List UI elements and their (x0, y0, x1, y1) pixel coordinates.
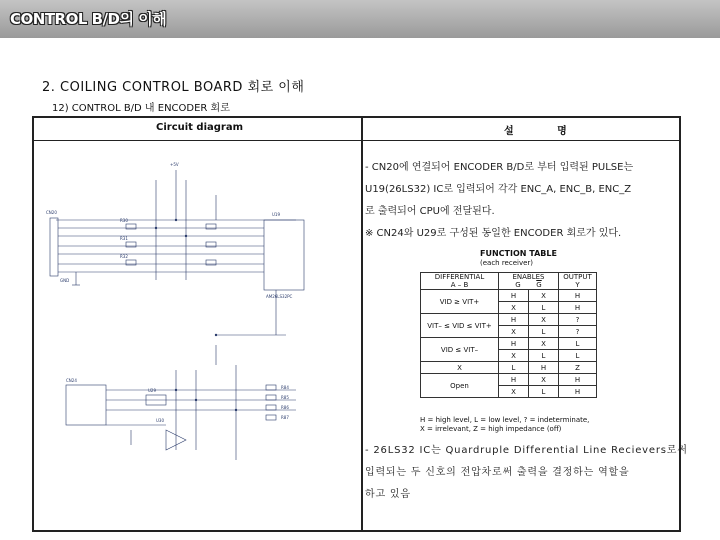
circuit-label: R85 (281, 395, 289, 400)
title-bar (0, 0, 720, 38)
ft-cell: H (499, 314, 529, 326)
circuit-label: CN20 (46, 210, 57, 215)
ft-cell: X (421, 362, 499, 374)
ft-note: X = irrelevant, Z = high impedance (off) (420, 425, 562, 433)
circuit-label: GND (60, 278, 70, 283)
circuit-label: R86 (281, 405, 289, 410)
ft-cell: VIT– ≤ VID ≤ VIT+ (421, 314, 499, 338)
ft-cell: H (499, 338, 529, 350)
ft-cell: ? (559, 314, 597, 326)
column-divider (361, 118, 363, 530)
ft-cell: X (499, 326, 529, 338)
ft-y-label: Y (575, 281, 580, 289)
table-row (421, 338, 597, 350)
desc-line: 로 출력되어 CPU에 전달된다. (365, 206, 495, 217)
circuit-label: CN24 (66, 378, 77, 383)
ft-cell: H (499, 290, 529, 302)
circuit-label: U19 (272, 212, 281, 217)
node-dot (185, 235, 187, 237)
cn24-connector (66, 385, 106, 425)
ft-cell: X (499, 386, 529, 398)
section-heading: 2. COILING CONTROL BOARD 회로 이해 (42, 80, 305, 95)
circuit-diagram-header: Circuit diagram (156, 122, 244, 133)
function-table-title: FUNCTION TABLE (480, 249, 557, 258)
ft-g: G (515, 281, 521, 289)
description-para-2 (365, 440, 688, 506)
ft-cell: X (529, 338, 559, 350)
resistor (266, 395, 276, 400)
ft-cell: X (529, 374, 559, 386)
ft-cell: L (559, 350, 597, 362)
ft-output-label: OUTPUT (563, 273, 592, 281)
table-row (421, 374, 597, 386)
resistor (266, 385, 276, 390)
ft-cell: VID ≥ VIT+ (421, 290, 499, 314)
node-dot (215, 334, 217, 336)
ft-cell: X (529, 314, 559, 326)
ft-cell: H (559, 290, 597, 302)
circuit-diagram (36, 140, 326, 490)
ft-note: H = high level, L = low level, ? = indeterminate, (420, 416, 590, 424)
node-dot (175, 389, 177, 391)
ft-cell: L (529, 326, 559, 338)
description-para-1 (365, 157, 677, 245)
table-row (421, 362, 597, 374)
desc-line: U19(26LS32) IC로 입력되어 각각 ENC_A, ENC_B, ENC_Z (365, 184, 632, 195)
desc-line: ※ CN24와 U29로 구성된 동일한 ENCODER 회로가 있다. (365, 228, 622, 239)
ft-cell: X (499, 302, 529, 314)
ft-cell: VID ≤ VIT– (421, 338, 499, 362)
ft-cell: H (499, 374, 529, 386)
node-dot (175, 219, 177, 221)
ft-cell: H (529, 362, 559, 374)
ft-cell: L (529, 350, 559, 362)
resistor (266, 415, 276, 420)
node-dot (155, 227, 157, 229)
ft-cell: X (499, 350, 529, 362)
function-table-notes (420, 416, 589, 434)
ft-cell: L (529, 302, 559, 314)
ft-enables-cols (500, 281, 557, 289)
ft-cell: L (559, 338, 597, 350)
ft-enables-label: ENABLES (512, 273, 545, 281)
circuit-label: AM26LS32PC (266, 294, 293, 299)
node-dot (235, 409, 237, 411)
ft-cell: L (499, 362, 529, 374)
resistor (266, 405, 276, 410)
ft-cell: Open (421, 374, 499, 398)
u19-chip (264, 220, 304, 290)
ft-gbar: $\overline{G}$ (536, 281, 542, 289)
circuit-label: R87 (281, 415, 289, 420)
description-header: 설 명 (504, 126, 587, 137)
function-table-subtitle: (each receiver) (480, 259, 534, 267)
ft-cell: H (559, 386, 597, 398)
circuit-label: R30 (120, 218, 128, 223)
desc-line: 하고 있음 (365, 489, 411, 500)
sub-heading: 12) CONTROL B/D 내 ENCODER 회로 (52, 103, 230, 114)
ft-cell: H (559, 374, 597, 386)
ft-cell: Z (559, 362, 597, 374)
table-row (421, 290, 597, 302)
circuit-label: U30 (156, 418, 165, 423)
function-table (420, 272, 597, 398)
ft-header-output (559, 273, 597, 290)
table-row (421, 314, 597, 326)
circuit-label: U29 (148, 388, 157, 393)
desc-line: - CN20에 연결되어 ENCODER B/D로 부터 입력된 PULSE는 (365, 162, 634, 173)
ft-diff-sub: A – B (450, 281, 469, 289)
desc-line: 입력되는 두 신호의 전압차로써 출력을 결정하는 역할을 (365, 467, 630, 478)
circuit-label: R84 (281, 385, 289, 390)
page-title: CONTROL B/D의 이해 (10, 10, 167, 28)
circuit-label: R32 (120, 254, 128, 259)
ft-cell: L (529, 386, 559, 398)
ft-header-differential (421, 273, 499, 290)
circuit-label: +5V (170, 162, 179, 167)
ft-cell: X (529, 290, 559, 302)
ft-cell: H (559, 302, 597, 314)
ft-header-enables (499, 273, 559, 290)
node-dot (195, 399, 197, 401)
ft-diff-label: DIFFERENTIAL (434, 273, 485, 281)
cn20-connector (50, 218, 58, 276)
ft-cell: ? (559, 326, 597, 338)
desc-line: - 26LS32 IC는 Quardruple Differential Line Recievers로써 (365, 445, 688, 456)
circuit-label: R31 (120, 236, 128, 241)
